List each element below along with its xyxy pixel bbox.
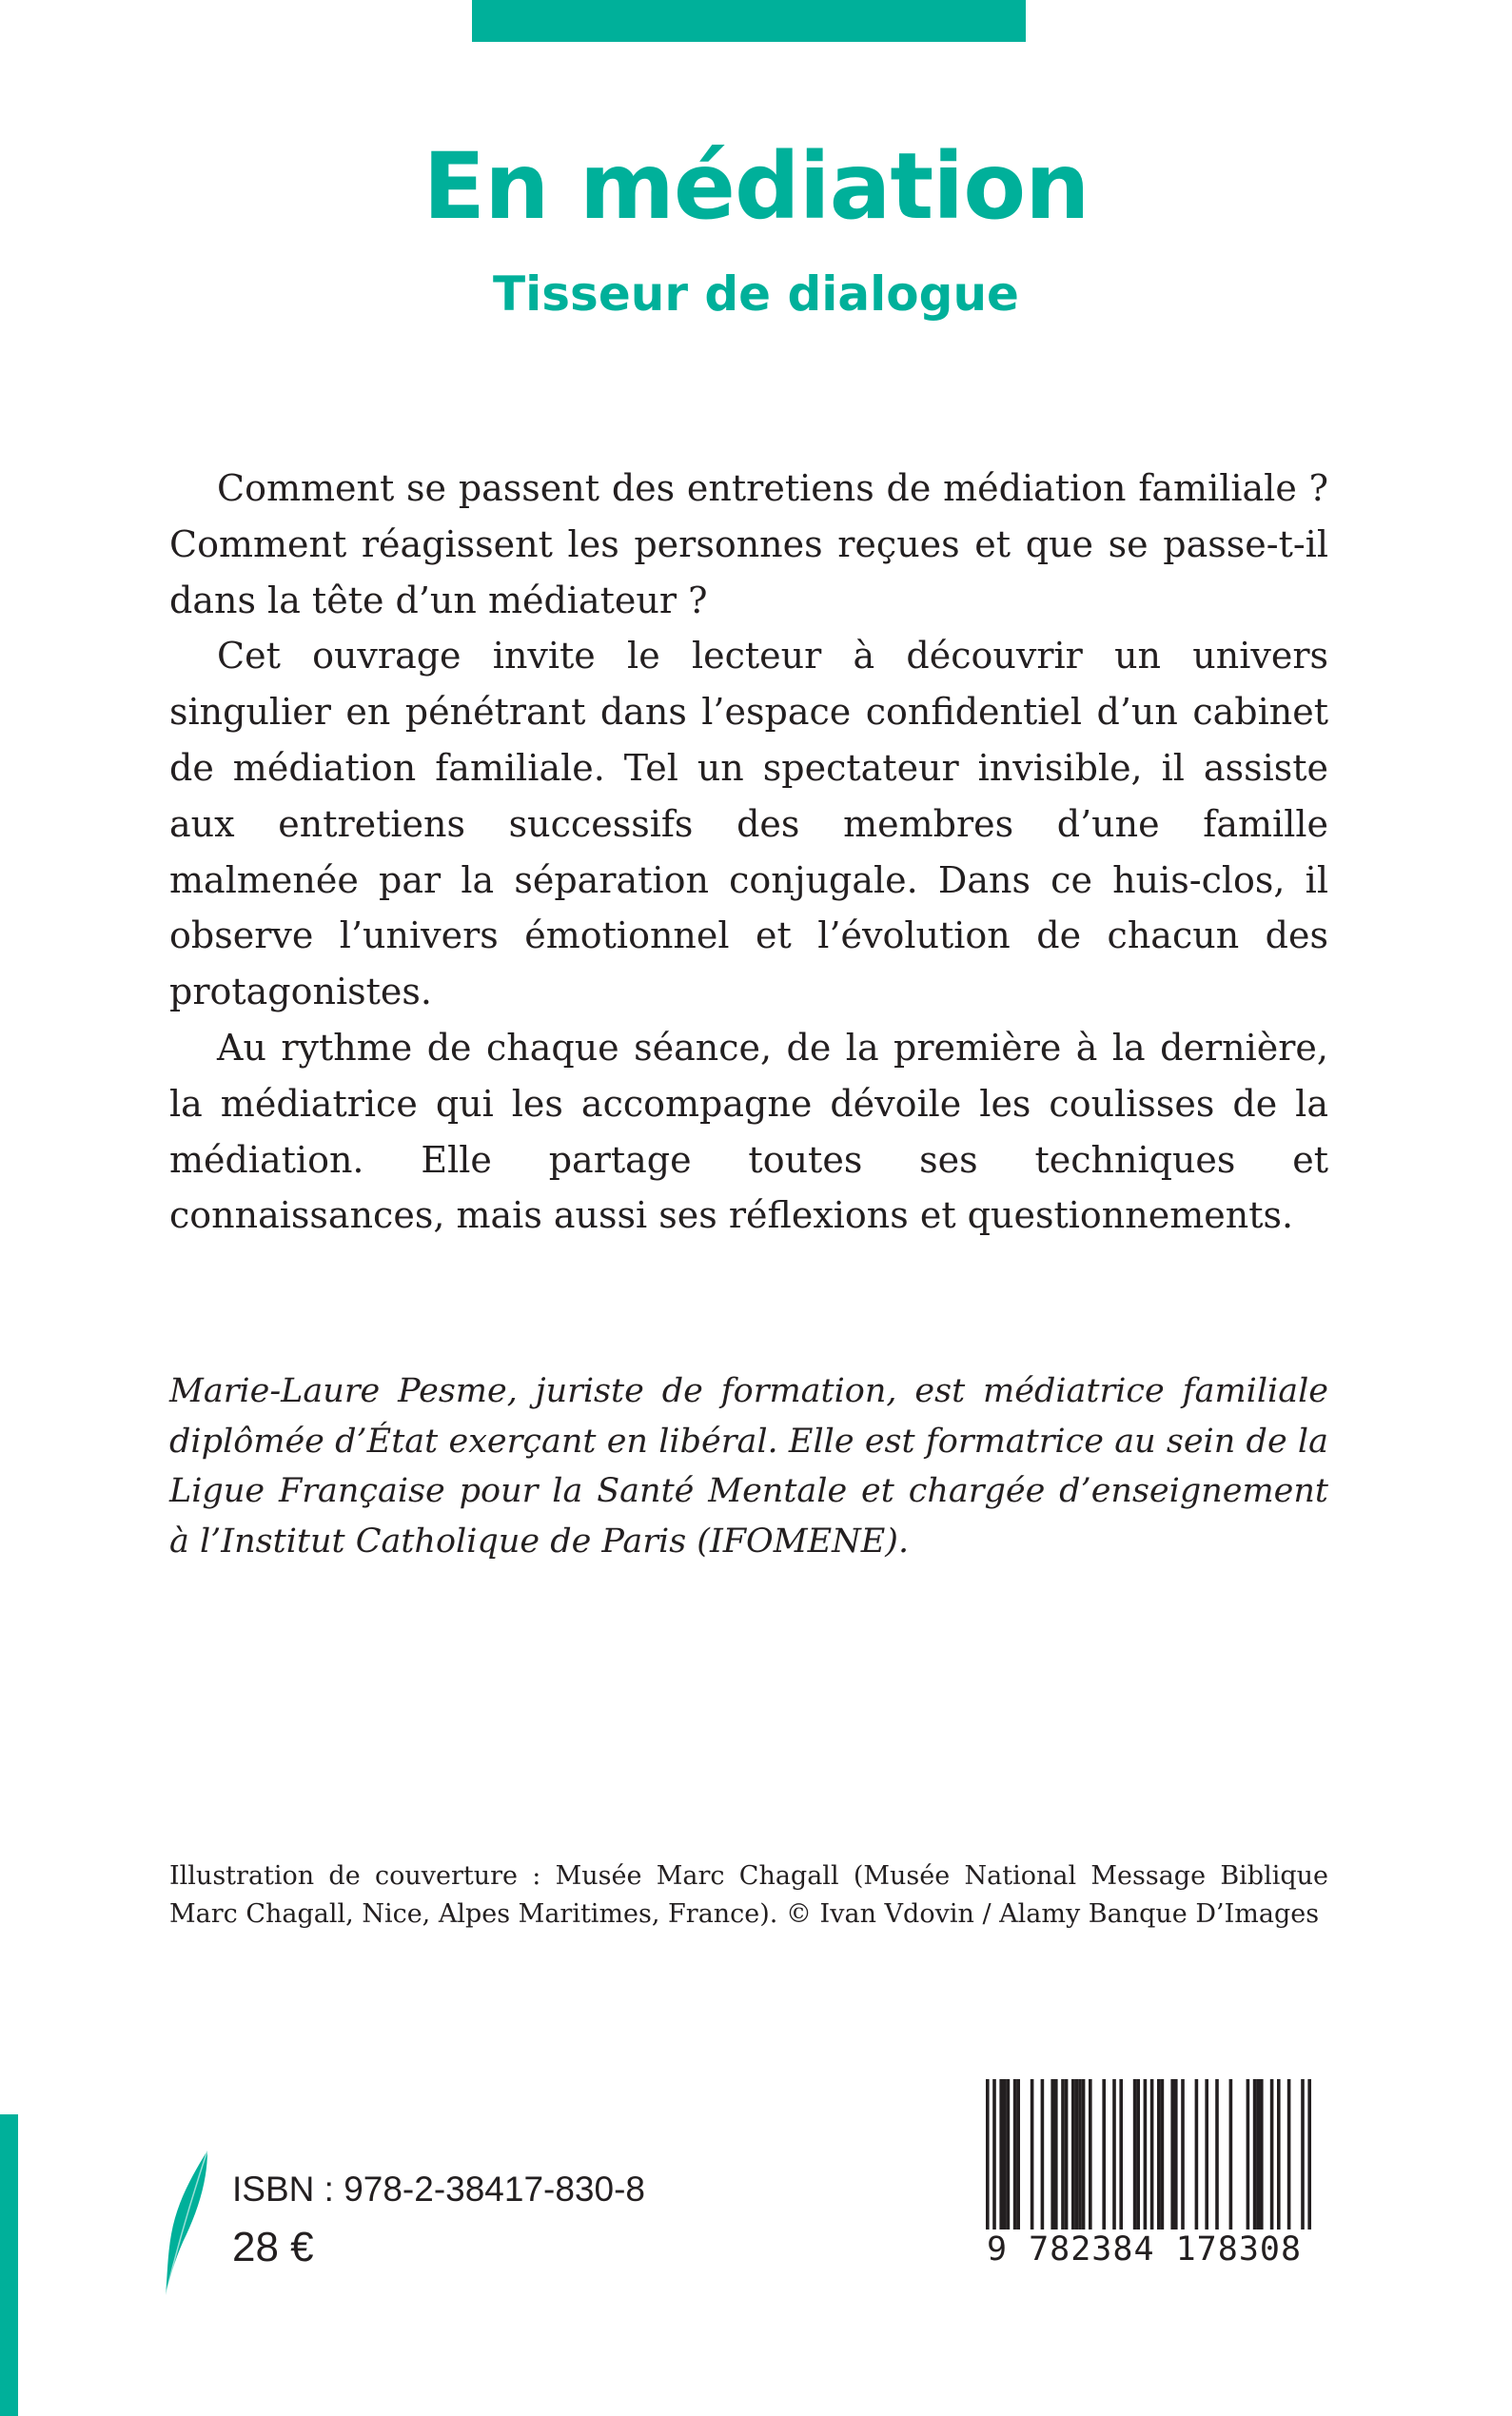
barcode-bar: [1157, 2079, 1161, 2231]
barcode-bar: [1082, 2079, 1086, 2231]
barcode-bar: [1253, 2079, 1257, 2231]
barcode-bar: [1078, 2079, 1082, 2231]
blurb-paragraph: Cet ouvrage invite le lecteur à découvrir un univers singulier en pénétrant dans l’espace confidentiel d’un cabinet de médiation familiale. Tel un spectateur invisible, il assiste aux entretiens successifs des membres d’une famille malmenée par la séparation conjugale. Dans ce huis-clos, il observe l’univers émotionnel et l’évolution de chacun des protagonistes.: [169, 635, 1328, 1013]
barcode-bar: [1260, 2079, 1264, 2231]
barcode-bar: [1031, 2079, 1034, 2231]
barcode-bar: [1054, 2079, 1058, 2231]
blurb-paragraph: Comment se passent des entretiens de médiation familiale ? Comment réagissent les personnes reçues et que se passe-t-il dans la tête d’un médiateur ?: [169, 467, 1328, 621]
barcode-bar: [1205, 2079, 1208, 2231]
book-title: En médiation: [422, 133, 1090, 240]
barcode-bar: [1256, 2079, 1260, 2231]
barcode-bar: [1229, 2079, 1233, 2231]
illustration-credit: Illustration de couverture : Musée Marc Chagall (Musée National Message Biblique Marc Chagall, Nice, Alpes Maritimes, France). © Ivan Vdovin / Alamy Banque D’Images: [169, 1861, 1328, 1929]
barcode-bar: [1051, 2079, 1054, 2231]
barcode-bar: [1161, 2079, 1165, 2231]
barcode-bar: [1112, 2079, 1116, 2231]
isbn: ISBN : 978-2-38417-830-8: [232, 2170, 645, 2209]
blurb-paragraph: Au rythme de chaque séance, de la première à la dernière, la médiatrice qui les accompagne dévoile les coulisses de la médiation. Elle partage toutes ses techniques et connaissances, mais aussi ses réflexions et questionnements.: [169, 1026, 1328, 1237]
barcode-bar: [1174, 2079, 1178, 2231]
barcode-bar: [1041, 2079, 1045, 2231]
barcode-bar: [999, 2079, 1003, 2231]
barcode-bar: [1181, 2079, 1185, 2231]
barcode-bar: [1065, 2079, 1069, 2231]
barcode-bar: [1136, 2079, 1140, 2231]
barcode-bar: [1215, 2079, 1219, 2231]
barcode-bar: [1007, 2079, 1011, 2231]
barcode-bar: [1102, 2079, 1106, 2231]
price: 28 €: [232, 2224, 314, 2270]
barcode-bar: [1195, 2079, 1199, 2231]
barcode-bar: [1075, 2079, 1079, 2231]
book-subtitle: Tisseur de dialogue: [493, 266, 1019, 322]
barcode-bar: [1089, 2079, 1092, 2231]
barcode-bar: [1016, 2079, 1020, 2231]
barcode-bar: [1247, 2079, 1250, 2231]
barcode-bar: [1170, 2079, 1174, 2231]
top-accent-bar: [472, 0, 1026, 42]
feather-icon: [158, 2147, 215, 2303]
author-bio: Marie-Laure Pesme, juriste de formation, est médiatrice familiale diplômée d’État exerçant en libéral. Elle est formatrice au sein de la Ligue Française pour la Santé Mentale et chargée d’enseignement à l’Institut Catholique de Paris (IFOMENE).: [169, 1372, 1328, 1561]
barcode-bar: [1287, 2079, 1291, 2231]
barcode-bar: [1133, 2079, 1137, 2231]
barcode-bar: [1003, 2079, 1007, 2231]
barcode-bar: [1119, 2079, 1123, 2231]
barcode-bar: [1270, 2079, 1274, 2231]
side-accent-bar: [0, 2114, 18, 2416]
barcode-bar: [1013, 2079, 1017, 2231]
barcode-bar: [1061, 2079, 1065, 2231]
barcode-bar: [1071, 2079, 1075, 2231]
barcode-digits: 9 782384 178308: [952, 2229, 1337, 2267]
back-cover-blurb: [169, 461, 1328, 1244]
barcode-bar: [1277, 2079, 1281, 2231]
